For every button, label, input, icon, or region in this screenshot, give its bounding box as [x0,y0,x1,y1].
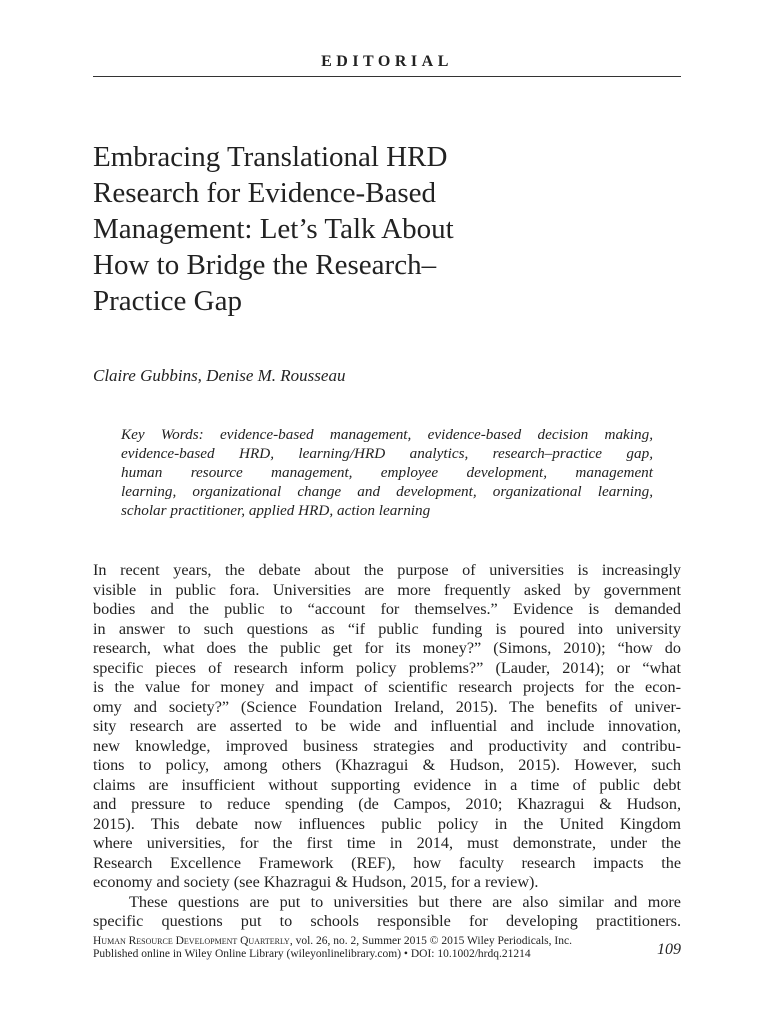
header-rule [93,76,681,77]
keywords-line: learning, organizational change and development, organizational learning, [121,483,653,500]
body-line: In recent years, the debate about the purpose of universities is increasingly [93,561,681,579]
author-list: Claire Gubbins, Denise M. Rousseau [93,366,346,385]
body-line: These questions are put to universities but there are also similar and more [129,892,681,911]
citation-line [93,935,572,948]
title-line: Research for Evidence-Based [93,177,437,209]
online-publication-line: Published online in Wiley Online Library (wileyonlinelibrary.com) • DOI: 10.1002/hrdq.21214 [93,948,531,960]
body-line: where universities, for the first time in 2014, must demonstrate, under the [93,834,681,852]
body-line: visible in public fora. Universities are more frequently asked by government [93,580,681,599]
keywords-line: Key Words: evidence-based management, evidence-based decision making, [121,426,653,443]
body-line: is the value for money and impact of scientific research projects for the econ- [93,678,681,696]
keywords-line: human resource management, employee development, management [121,464,653,481]
citation-details: , vol. 26, no. 2, Summer 2015 © 2015 Wiley Periodicals, Inc. [289,935,572,947]
body-line: new knowledge, improved business strategies and productivity and contribu- [93,736,681,755]
body-line: sity research are asserted to be wide and influential and include innovation, [93,717,681,735]
body-line: in answer to such questions as “if public funding is poured into university [93,619,681,638]
keywords-line: scholar practitioner, applied HRD, action learning [121,502,431,519]
body-line: omy and society?” (Science Foundation Ireland, 2015). The benefits of univer- [93,697,681,716]
body-line: claims are insufficient without supporting evidence in a time of public debt [93,775,681,794]
body-line: and pressure to reduce spending (de Campos, 2010; Khazragui & Hudson, [93,795,681,813]
article-title [93,139,593,319]
body-line: specific pieces of research inform policy problems?” (Lauder, 2014); or “what [93,658,681,677]
keywords-block [121,425,653,520]
body-line: 2015). This debate now influences public policy in the United Kingdom [93,814,681,833]
page-footer [93,935,572,961]
journal-name: Human Resource Development Quarterly [93,935,290,947]
title-line: Practice Gap [93,285,242,317]
body-line: research, what does the public get for its money?” (Simons, 2010); “how do [93,639,681,657]
body-line: specific questions put to schools responsible for developing practitioners. [93,912,681,930]
page-number: 109 [657,941,681,958]
title-line: How to Bridge the Research– [93,249,437,281]
article-body [93,561,681,932]
body-line: bodies and the public to “account for themselves.” Evidence is demanded [93,600,681,618]
title-line: Embracing Translational HRD [93,141,448,173]
title-line: Management: Let’s Talk About [93,213,454,245]
section-label: EDITORIAL [321,53,453,70]
body-line: economy and society (see Khazragui & Hudson, 2015, for a review). [93,873,539,891]
body-line: Research Excellence Framework (REF), how faculty research impacts the [93,853,681,872]
keywords-line: evidence-based HRD, learning/HRD analytics, research–practice gap, [121,445,653,462]
body-line: tions to policy, among others (Khazragui & Hudson, 2015). However, such [93,756,681,774]
